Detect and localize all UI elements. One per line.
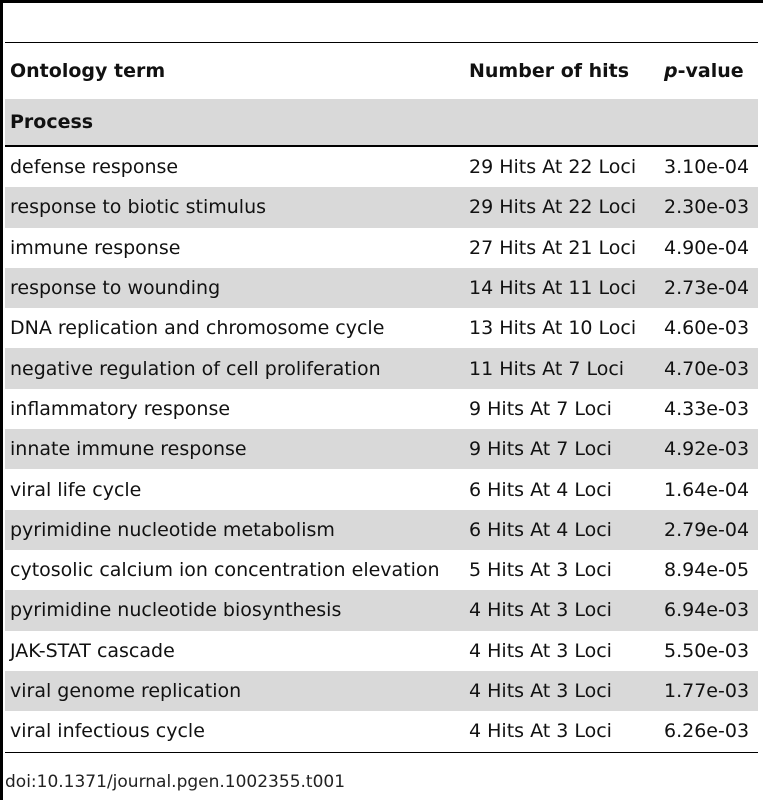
- cell-number-of-hits: 6 Hits At 4 Loci: [469, 518, 612, 541]
- header-p-value-suffix: -value: [677, 60, 744, 82]
- cell-ontology-term: DNA replication and chromosome cycle: [10, 317, 385, 340]
- cell-p-value: 3.10e-04: [664, 156, 750, 179]
- cell-p-value: 4.90e-04: [664, 236, 750, 259]
- cell-p-value: 2.79e-04: [664, 518, 750, 541]
- cell-ontology-term: response to wounding: [10, 277, 221, 300]
- cell-number-of-hits: 4 Hits At 3 Loci: [469, 599, 612, 622]
- cell-number-of-hits: 5 Hits At 3 Loci: [469, 559, 612, 582]
- cell-number-of-hits: 4 Hits At 3 Loci: [469, 720, 612, 743]
- doi-footnote: doi:10.1371/journal.pgen.1002355.t001: [5, 772, 346, 792]
- cell-number-of-hits: 29 Hits At 22 Loci: [469, 196, 637, 219]
- table-body: [5, 147, 758, 751]
- table-row: [5, 631, 758, 671]
- cell-p-value: 1.77e-03: [664, 680, 750, 702]
- cell-p-value: 4.92e-03: [664, 438, 750, 461]
- table-row: [5, 147, 758, 187]
- cell-p-value: 1.64e-04: [664, 478, 750, 501]
- cell-ontology-term: innate immune response: [10, 438, 247, 461]
- cell-ontology-term: viral genome replication: [10, 680, 242, 702]
- table-row: [5, 429, 758, 469]
- cell-ontology-term: defense response: [10, 156, 179, 179]
- table-row: [5, 268, 758, 308]
- cell-number-of-hits: 27 Hits At 21 Loci: [469, 236, 637, 259]
- table-row: [5, 228, 758, 268]
- cell-ontology-term: inflammatory response: [10, 397, 231, 420]
- cell-ontology-term: pyrimidine nucleotide biosynthesis: [10, 599, 342, 622]
- cell-p-value: 4.33e-03: [664, 397, 750, 420]
- section-label: Process: [10, 111, 94, 133]
- table-bottom-rule: [5, 752, 758, 753]
- table-row: [5, 671, 758, 711]
- table-row: [5, 308, 758, 348]
- cell-ontology-term: negative regulation of cell proliferation: [10, 357, 381, 380]
- table-header-row: [5, 43, 758, 99]
- cell-p-value: 4.60e-03: [664, 317, 750, 340]
- cell-number-of-hits: 14 Hits At 11 Loci: [469, 277, 637, 300]
- cell-number-of-hits: 4 Hits At 3 Loci: [469, 680, 612, 702]
- table-row: [5, 348, 758, 388]
- header-ontology-term: Ontology term: [10, 60, 166, 82]
- table-row: [5, 711, 758, 751]
- cell-number-of-hits: 4 Hits At 3 Loci: [469, 639, 612, 662]
- cell-number-of-hits: 11 Hits At 7 Loci: [469, 357, 625, 380]
- cell-ontology-term: response to biotic stimulus: [10, 196, 267, 219]
- cell-p-value: 8.94e-05: [664, 559, 750, 582]
- header-number-of-hits: Number of hits: [469, 60, 630, 82]
- cell-ontology-term: viral life cycle: [10, 478, 142, 501]
- table-row: [5, 590, 758, 630]
- cell-ontology-term: viral infectious cycle: [10, 720, 205, 743]
- cell-number-of-hits: 13 Hits At 10 Loci: [469, 317, 637, 340]
- cell-ontology-term: immune response: [10, 236, 181, 259]
- cell-p-value: 6.94e-03: [664, 599, 750, 622]
- cell-p-value: 2.30e-03: [664, 196, 750, 219]
- cell-number-of-hits: 9 Hits At 7 Loci: [469, 438, 612, 461]
- cell-ontology-term: pyrimidine nucleotide metabolism: [10, 518, 335, 541]
- cell-p-value: 5.50e-03: [664, 639, 750, 662]
- cell-number-of-hits: 29 Hits At 22 Loci: [469, 156, 637, 179]
- section-row-process: [5, 99, 758, 145]
- header-p-value-italic: p: [664, 60, 678, 82]
- cell-ontology-term: JAK-STAT cascade: [10, 639, 175, 662]
- table-row: [5, 550, 758, 590]
- table-row: [5, 510, 758, 550]
- top-border-rule: [0, 0, 763, 3]
- cell-p-value: 4.70e-03: [664, 357, 750, 380]
- left-border-rule: [0, 0, 3, 800]
- header-p-value: [664, 43, 744, 99]
- cell-number-of-hits: 9 Hits At 7 Loci: [469, 397, 612, 420]
- cell-ontology-term: cytosolic calcium ion concentration elevation: [10, 559, 440, 582]
- cell-number-of-hits: 6 Hits At 4 Loci: [469, 478, 612, 501]
- table-row: [5, 389, 758, 429]
- cell-p-value: 2.73e-04: [664, 277, 750, 300]
- table-row: [5, 187, 758, 227]
- cell-p-value: 6.26e-03: [664, 720, 750, 743]
- table-row: [5, 469, 758, 509]
